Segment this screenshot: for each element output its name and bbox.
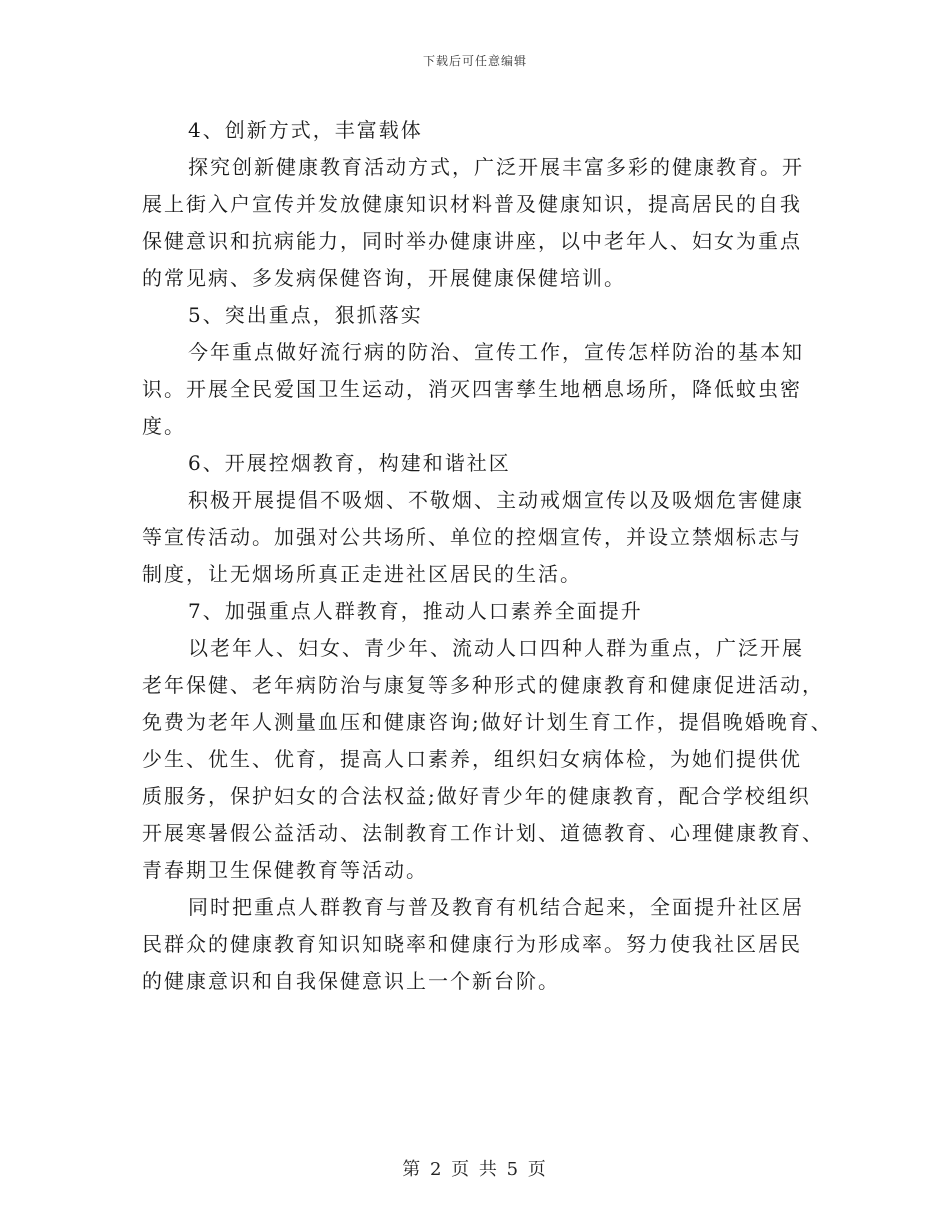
text-line: 探究创新健康教育活动方式，广泛开展丰富多彩的健康教育。开 xyxy=(188,155,804,179)
text-line: 展上街入户宣传并发放健康知识材料普及健康知识，提高居民的自我 xyxy=(142,192,802,216)
text-line: 保健意识和抗病能力，同时举办健康讲座，以中老年人、妇女为重点 xyxy=(142,229,802,253)
text-line: 的健康意识和自我保健意识上一个新台阶。 xyxy=(142,969,560,993)
text-line: 5、突出重点，狠抓落实 xyxy=(188,303,423,327)
text-line: 识。开展全民爱国卫生运动，消灭四害孳生地栖息场所，降低蚊虫密 xyxy=(142,377,802,401)
page-header: 下载后可任意编辑 xyxy=(422,54,527,68)
text-line: 4、创新方式，丰富载体 xyxy=(188,118,423,142)
text-line: 青春期卫生保健教育等活动。 xyxy=(142,858,428,882)
text-line: 以老年人、妇女、青少年、流动人口四种人群为重点，广泛开展 xyxy=(188,636,804,660)
document-body xyxy=(142,112,833,1000)
text-line: 民群众的健康教育知识知晓率和健康行为形成率。努力使我社区居民 xyxy=(142,932,802,956)
text-line: 制度，让无烟场所真正走进社区居民的生活。 xyxy=(142,562,582,586)
text-line: 开展寒暑假公益活动、法制教育工作计划、道德教育、心理健康教育、 xyxy=(142,821,824,845)
text-line: 积极开展提倡不吸烟、不敬烟、主动戒烟宣传以及吸烟危害健康 xyxy=(188,488,804,512)
text-line: 质服务，保护妇女的合法权益;做好青少年的健康教育，配合学校组织 xyxy=(142,784,811,808)
text-line: 免费为老年人测量血压和健康咨询;做好计划生育工作，提倡晚婚晚育、 xyxy=(142,710,833,734)
text-line: 度。 xyxy=(142,414,186,438)
text-line: 老年保健、老年病防治与康复等多种形式的健康教育和健康促进活动， xyxy=(142,673,824,697)
text-line: 少生、优生、优育，提高人口素养，组织妇女病体检，为她们提供优 xyxy=(142,747,802,771)
text-line: 同时把重点人群教育与普及教育有机结合起来，全面提升社区居 xyxy=(188,895,804,919)
text-line: 的常见病、多发病保健咨询，开展健康保健培训。 xyxy=(142,266,626,290)
text-line: 7、加强重点人群教育，推动人口素养全面提升 xyxy=(188,599,643,623)
text-line: 等宣传活动。加强对公共场所、单位的控烟宣传，并设立禁烟标志与 xyxy=(142,525,802,549)
text-line: 今年重点做好流行病的防治、宣传工作，宣传怎样防治的基本知 xyxy=(188,340,804,364)
text-line: 6、开展控烟教育，构建和谐社区 xyxy=(188,451,511,475)
page-number-footer: 第 2 页 共 5 页 xyxy=(402,1159,548,1180)
